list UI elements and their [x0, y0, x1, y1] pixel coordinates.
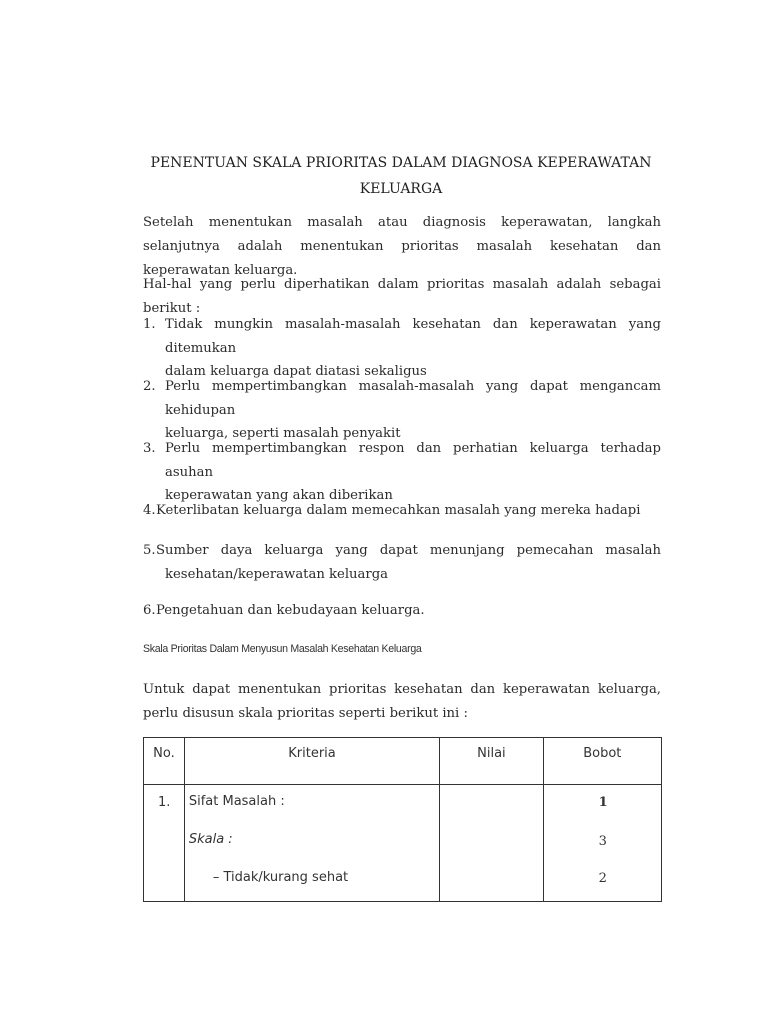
scale-label: Skala :	[188, 832, 233, 847]
list-text-line1: Sumber daya keluarga yang dapat menunjang pemecahan masalah	[156, 543, 661, 558]
list-number: 6.	[143, 603, 156, 618]
scale-option: – Tidak/kurang sehat	[212, 870, 349, 885]
header-no: No.	[144, 738, 185, 785]
header-kriteria: Kriteria	[184, 738, 439, 785]
priority-scale-table	[143, 737, 662, 902]
header-nilai: Nilai	[440, 738, 543, 785]
table-intro-paragraph: Untuk dapat menentukan prioritas kesehatan dan keperawatan keluarga, perlu disusun skala prioritas seperti berikut ini :	[143, 682, 661, 721]
intro-paragraph: Setelah menentukan masalah atau diagnosis keperawatan, langkah selanjutnya adalah menentukan prioritas masalah kesehatan dan keperawatan keluarga.	[143, 215, 661, 278]
table-row	[144, 785, 662, 902]
list-number: 2.	[143, 379, 156, 394]
bobot-value: 1	[598, 795, 608, 810]
list-item	[143, 375, 661, 446]
list-item	[143, 437, 661, 508]
list-text-line2: kesehatan/keperawatan keluarga	[165, 566, 389, 582]
list-item	[143, 539, 661, 586]
list-text-line2: keperawatan yang akan diberikan	[165, 488, 393, 503]
list-text-line2: dalam keluarga dapat diatasi sekaligus	[165, 364, 427, 379]
title-line-2: KELUARGA	[359, 181, 443, 197]
table-header-row	[144, 738, 662, 785]
row-nilai-cell	[440, 785, 543, 902]
list-text-line1: Pengetahuan dan kebudayaan keluarga.	[156, 603, 425, 618]
list-item	[143, 599, 661, 623]
list-text-line1: Perlu mempertimbangkan respon dan perhatian keluarga terhadap asuhan	[165, 441, 661, 480]
criterion-label: Sifat Masalah :	[188, 794, 285, 809]
scale-value-a: 3	[598, 834, 607, 849]
list-number: 1.	[143, 317, 156, 332]
row-number: 1.	[158, 795, 171, 810]
list-number: 5.	[143, 543, 156, 558]
row-no-cell	[144, 785, 185, 902]
list-text-line1: Keterlibatan keluarga dalam memecahkan masalah yang mereka hadapi	[156, 503, 641, 518]
row-kriteria-cell	[184, 785, 439, 902]
list-number: 3.	[143, 441, 156, 456]
header-bobot: Bobot	[543, 738, 661, 785]
list-item	[143, 499, 661, 523]
list-text-line1: Tidak mungkin masalah-masalah kesehatan dan keperawatan yang ditemukan	[165, 317, 661, 356]
section-subheading: Skala Prioritas Dalam Menyusun Masalah Kesehatan Keluarga	[143, 643, 422, 655]
list-text-line1: Perlu mempertimbangkan masalah-masalah yang dapat mengancam kehidupan	[165, 379, 661, 418]
title-line-1: PENENTUAN SKALA PRIORITAS DALAM DIAGNOSA KEPERAWATAN	[150, 155, 652, 171]
scale-value-b: 2	[598, 871, 607, 886]
lead-paragraph: Hal-hal yang perlu diperhatikan dalam prioritas masalah adalah sebagai berikut :	[143, 277, 661, 316]
list-item	[143, 313, 661, 384]
list-text-line2: keluarga, seperti masalah penyakit	[165, 426, 401, 441]
row-bobot-cell	[543, 785, 661, 902]
list-number: 4.	[143, 503, 156, 518]
document-title	[140, 150, 662, 202]
